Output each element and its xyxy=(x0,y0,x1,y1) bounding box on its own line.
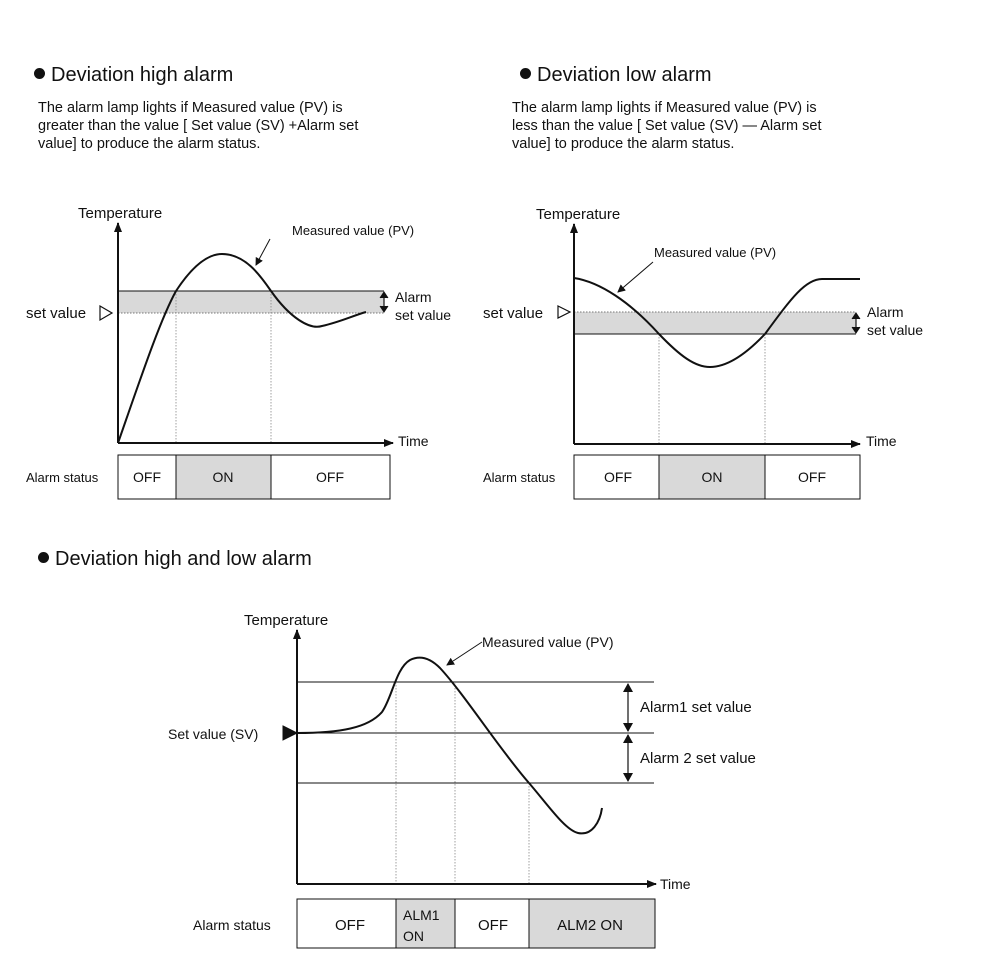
alarm-set-value-label: set value xyxy=(867,322,924,338)
set-value-label: set value xyxy=(26,305,87,322)
arrow-down-icon xyxy=(623,723,633,732)
high-alarm-band xyxy=(118,291,384,313)
axis-x-label: Time xyxy=(660,876,691,892)
alarm1-set-value-label: Alarm1 set value xyxy=(640,699,752,716)
status-text: OFF xyxy=(133,469,161,485)
set-value-marker-icon xyxy=(100,306,112,320)
status-text: OFF xyxy=(316,469,344,485)
alarm-status-label: Alarm status xyxy=(193,917,271,933)
axis-y-label: Temperature xyxy=(78,205,163,222)
deviation-low-heading: Deviation low alarm xyxy=(520,64,712,87)
axis-x-label: Time xyxy=(866,433,897,449)
arrow-down-icon xyxy=(623,773,633,782)
set-value-label: set value xyxy=(483,305,544,322)
arrow-up-icon xyxy=(623,734,633,743)
low-alarm-diagram xyxy=(483,206,923,499)
status-text: ALM2 ON xyxy=(557,917,623,934)
alarm-status-label: Alarm status xyxy=(483,470,556,485)
status-text: ON xyxy=(212,469,234,485)
set-value-marker-icon xyxy=(283,726,297,740)
status-text: ON xyxy=(403,928,424,944)
alarm-label: Alarm xyxy=(867,304,904,320)
deviation-low-description: The alarm lamp lights if Measured value (PV) is less than the value [ Set value (SV) — Alarm set value] to produce the alarm status. xyxy=(512,100,822,152)
alarm2-set-value-label: Alarm 2 set value xyxy=(640,750,756,767)
alarm-set-value-label: set value xyxy=(395,307,452,323)
arrow-up-icon xyxy=(623,683,633,692)
deviation-high-low-heading: Deviation high and low alarm xyxy=(38,548,312,571)
set-value-marker-icon xyxy=(558,306,570,318)
deviation-high-heading: Deviation high alarm xyxy=(34,64,233,87)
high-alarm-diagram xyxy=(26,205,451,499)
status-text: ON xyxy=(701,469,723,485)
high-low-alarm-diagram xyxy=(168,612,756,948)
axis-y-label: Temperature xyxy=(244,612,329,629)
alarm-label: Alarm xyxy=(395,289,432,305)
pv-label: Measured value (PV) xyxy=(292,223,415,238)
status-text: OFF xyxy=(478,917,508,934)
low-alarm-band xyxy=(574,312,856,334)
axis-x-label: Time xyxy=(398,433,429,449)
deviation-high-description: The alarm lamp lights if Measured value (PV) is greater than the value [ Set value (SV) +Alarm set value] to produce the alarm status. xyxy=(38,100,359,152)
status-text: OFF xyxy=(604,469,632,485)
pv-curve xyxy=(297,658,602,834)
pv-label: Measured value (PV) xyxy=(654,245,777,260)
pv-pointer xyxy=(447,642,482,665)
sv-label: Set value (SV) xyxy=(168,726,259,742)
pv-pointer xyxy=(256,239,270,265)
status-text: OFF xyxy=(335,917,365,934)
status-text: OFF xyxy=(798,469,826,485)
axis-y-label: Temperature xyxy=(536,206,621,223)
pv-label: Measured value (PV) xyxy=(482,634,614,650)
pv-pointer xyxy=(618,262,653,292)
pv-curve xyxy=(118,254,366,443)
status-text: ALM1 xyxy=(403,907,440,923)
alarm-status-label: Alarm status xyxy=(26,470,99,485)
